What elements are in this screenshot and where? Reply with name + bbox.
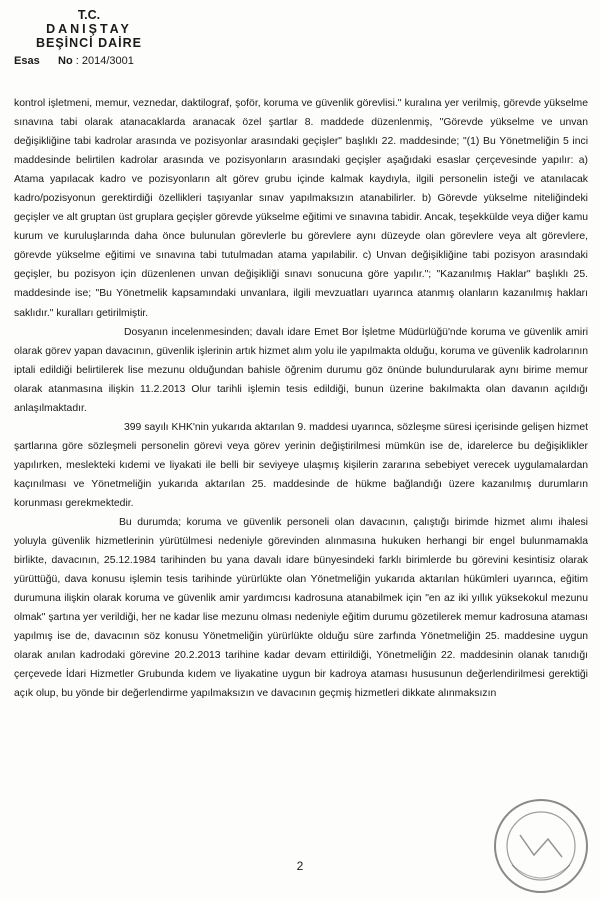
header-tc: T.C.	[77, 8, 101, 22]
official-seal-stamp	[490, 795, 592, 897]
paragraph-3: 399 sayılı KHK'nin yukarıda aktarılan 9. maddesi uyarınca, sözleşme süresi içerisinde gelişen hizmet şartlarına göre sözleşmeli personelin görevi veya görev yerinin değiştirilmesi mümkün ise de, idarelerce bu değişiklikler yapılırken, meslekteki kıdemi ve liyakati ile belli bir seviyeye ulaşmış kişilerin zararına sebebiyet verecek uygulamalardan kaçınılması ve Yönetmeliğin yukarıda aktarılan 25. maddesinde de hükme bağlandığı üzere kazanılmış durumların korunması gerekmektedir.	[14, 421, 588, 509]
header-court: DANIŞTAY	[46, 22, 132, 36]
court-header	[14, 8, 214, 68]
document-body	[14, 94, 588, 704]
paragraph-4: Bu durumda; koruma ve güvenlik personeli olan davacının, çalıştığı birimde hizmet alımı ihalesi yoluyla güvenlik hizmetlerinin yürütülmesi nedeniyle görevinden alınmasına hukuken herhangi bir engel bulunmamakla birlikte, davacının, 25.12.1984 tarihinden bu yana davalı idare bünyesindeki farklı birimlerde bu görevini kesintisiz olarak yürüttüğü, dava konusu işlemin tesis tarihinde yürürlükte olan Yönetmeliğin yukarıda aktarılan hükümleri uyarınca, eğitim durumuna ilişkin olarak koruma ve güvenlik amir yardımcısı kadrosuna atanabilmek için "en az iki yıllık yüksekokul mezunu olmak" şartına yer verildiği, her ne kadar lise mezunu olması nedeniyle eğitim durumu gözetilerek memur kadrosuna ataması yapılmış ise de, davacının söz konusu Yönetmeliğin yürürlükte olduğu süre zarfında Yönetmeliğin 25. maddesine uygun olarak anılan kadrodaki görevine 20.2.2013 tarihine kadar devam ettirildiği, Yönetmeliğin 22. maddesinin olanak tanıdığı çerçevede İdari Hizmetler Grubunda kıdem ve liyakatine uygun bir kadroya ataması hususunun değerlendirilmesi gerektiği açık olup, bu yönde bir değerlendirme yapılmaksızın ve davacının geçmiş hizmetleri dikkate alınmaksızın	[14, 517, 588, 700]
page-number: 2	[296, 859, 304, 873]
header-chamber: BEŞİNCİ DAİRE	[35, 36, 143, 50]
paragraph-2: Dosyanın incelenmesinden; davalı idare Emet Bor İşletme Müdürlüğü'nde koruma ve güvenlik amiri olarak görev yapan davacının, güvenlik işlerinin artık hizmet alım yolu ile yapılmakta olduğu, koruma ve güvenlik kadrolarının iptali edildiği belirtilerek lise mezunu olduğundan bahisle öğrenim durumu göz önünde bulundurularak aynı birime memur olarak atanmasına ilişkin 11.2.2013 Olur tarihli işlemin tesis edildiği, bunun üzerine bakılmakta olan davanın açıldığı anlaşılmaktadır.	[14, 326, 588, 414]
esas-no-value: : 2014/3001	[75, 55, 134, 67]
esas-label: Esas	[14, 55, 40, 67]
paragraph-1: kontrol işletmeni, memur, veznedar, daktilograf, şoför, koruma ve güvenlik görevlisi." kuralına yer verilmiş, görevde yükselme sınavına tabi olarak atanacaklarda aranacak özel şartlar 8. maddede düzenlenmiş, "Görevde yükselme ve unvan değişikliğine tabi kadrolar arasında ve pozisyonlar arasındaki geçişler" başlıklı 22. maddesinde; "(1) Bu Yönetmeliğin 5 inci maddesinde belirtilen kadrolar arasında ve pozisyonların arasındaki geçişler aşağıdaki esaslar çerçevesinde yapılır: a) Atama yapılacak kadro ve pozisyonların alt görev grubu içinde kalmak kaydıyla, ilgili personelin isteği ve atanılacak kadro/pozisyonun gerektirdiği özellikleri taşıyanlar sınav yapılmaksızın atanabilirler. b) Görevde yükselme niteliğindeki geçişler ve alt gruptan üst gruplara geçişler görevde yükselme eğitimi ve sınavına tabidir. Ancak, teşekkülde veya diğer kamu kurum ve kuruluşlarında daha önce bulunulan görevlerle bu görevlere aynı düzeyde olan görevlere veya alt görevlere, görevde yükselme eğitimi ve sınavına tabi tutulmadan atama yapılabilir. c) Unvan değişikliğine tabi pozisyon arasındaki geçişler, bu pozisyon için düzenlenen unvan değişikliği sınavı sonucuna göre yapılır."; "Kazanılmış Haklar" başlıklı 25. maddesinde ise; "Bu Yönetmelik kapsamındaki unvanlara, ilgili mevzuatları uyarınca atanmış olanların kazanılmış hakları saklıdır." kuralları getirilmiştir.	[14, 98, 588, 319]
esas-number-line	[14, 54, 214, 68]
esas-no-label: No	[58, 55, 73, 67]
